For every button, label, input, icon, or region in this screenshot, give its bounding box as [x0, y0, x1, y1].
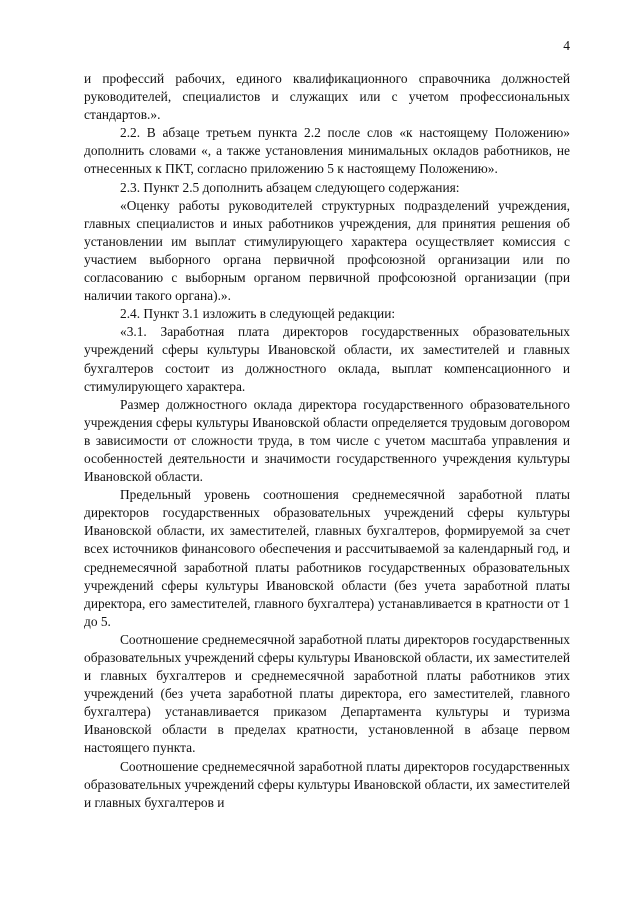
document-body — [84, 70, 570, 812]
page-number: 4 — [563, 38, 570, 53]
paragraph-quoted-evaluation: «Оценку работы руководителей структурных подразделений учреждения, главных специалистов и иных работников учреждения, для принятия решения об установлении им выплат стимулирующего характера осуществляет комиссия с участием выборного органа первичной профсоюзной организации или по согласованию с выборным органом первичной профсоюзной организации (при наличии такого органа).». — [84, 197, 570, 304]
paragraph-ratio-limit: Предельный уровень соотношения среднемесячной заработной платы директоров государственных образовательных учреждений сферы культуры Ивановской области, их заместителей, главных бухгалтеров, формируемой за счет всех источников финансового обеспечения и рассчитываемой за календарный год, и среднемесячной заработной платы работников государственных образовательных учреждений сферы культуры Ивановской области (без учета заработной платы директора, его заместителей, главного бухгалтера) устанавливается в кратности от 1 до 5. — [84, 487, 570, 629]
paragraph-2-4: 2.4. Пункт 3.1 изложить в следующей редакции: — [120, 306, 396, 322]
paragraph-continuation: и профессий рабочих, единого квалификационного справочника должностей руководителей, специалистов и служащих или с учетом профессиональных стандартов.». — [84, 71, 570, 123]
paragraph-ratio-continued: Соотношение среднемесячной заработной платы директоров государственных образовательных учреждений сферы культуры Ивановской области, их заместителей и главных бухгалтеров и — [84, 758, 570, 810]
paragraph-salary-size: Размер должностного оклада директора государственного образовательного учреждения сферы культуры Ивановской области определяется трудовым договором в зависимости от сложности труда, в том числе с учетом масштаба управления и особенностей деятельности и значимости государственного учреждения культуры Ивановской области. — [84, 396, 570, 485]
paragraph-3-1: «3.1. Заработная плата директоров государственных образовательных учреждений сферы культуры Ивановской области, их заместителей и главных бухгалтеров состоит из должностного оклада, выплат компенсационного и стимулирующего характера. — [84, 324, 570, 394]
paragraph-2-2: 2.2. В абзаце третьем пункта 2.2 после слов «к настоящему Положению» дополнить словами «, а также установления минимальных окладов работников, не отнесенных к ПКТ, согласно приложению 5 к настоящему Положению». — [84, 125, 570, 177]
paragraph-2-3: 2.3. Пункт 2.5 дополнить абзацем следующего содержания: — [120, 179, 460, 195]
paragraph-ratio-order: Соотношение среднемесячной заработной платы директоров государственных образовательных учреждений сферы культуры Ивановской области, их заместителей и главных бухгалтеров и среднемесячной заработной платы работников этих учреждений (без учета заработной платы директора, его заместителей, главного бухгалтера) устанавливается приказом Департамента культуры и туризма Ивановской области в пределах кратности, установленной в абзаце первом настоящего пункта. — [84, 631, 570, 756]
